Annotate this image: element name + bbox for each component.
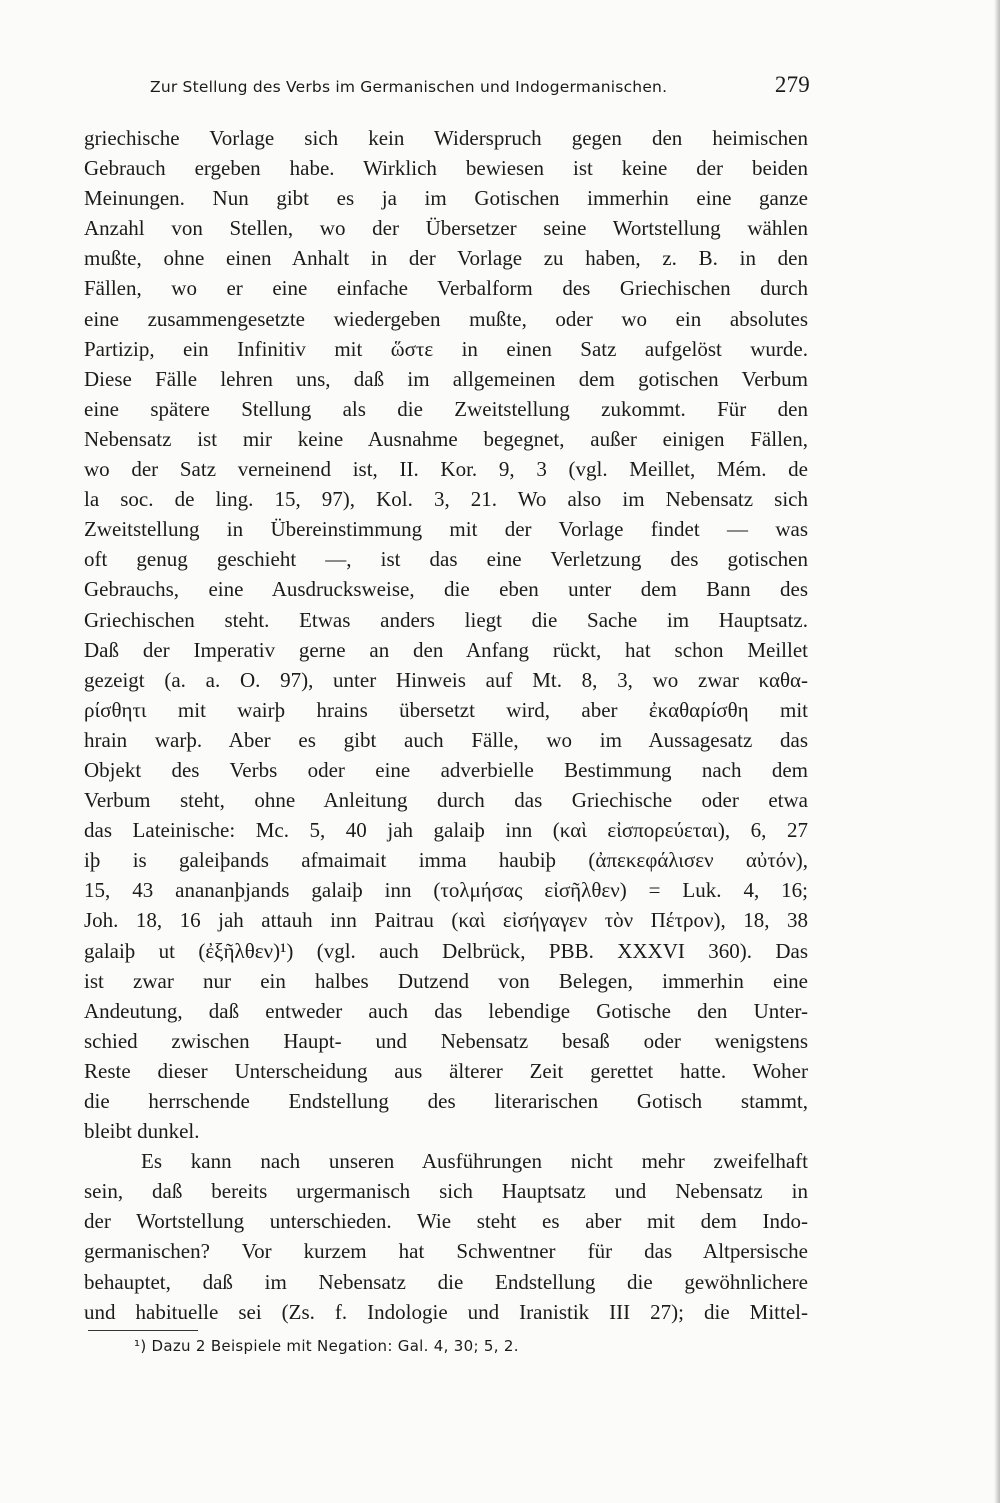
text-line: iþ is galeiþands afmaimait imma haubiþ (ἀπεκεφάλισεν αὐτόν),	[84, 848, 808, 873]
paragraph-start-line: Es kann nach unseren Ausführungen nicht mehr zweifelhaft	[141, 1149, 808, 1174]
text-line: Partizip, ein Infinitiv mit ὥστε in einen Satz aufgelöst wurde.	[84, 336, 808, 361]
text-line: griechische Vorlage sich kein Widerspruch gegen den heimischen	[84, 126, 808, 150]
text-line: hrain warþ. Aber es gibt auch Fälle, wo im Aussagesatz das	[84, 727, 808, 752]
text-line: Zweitstellung in Übereinstimmung mit der Vorlage findet — was	[84, 517, 808, 542]
text-line: Gebrauch ergeben habe. Wirklich bewiesen ist keine der beiden	[84, 156, 808, 181]
text-line: mußte, ohne einen Anhalt in der Vorlage zu haben, z. B. in den	[84, 246, 808, 271]
text-line: Diese Fälle lehren uns, daß im allgemeinen dem gotischen Verbum	[84, 366, 808, 391]
text-line: galaiþ ut (ἐξῆλθεν)¹) (vgl. auch Delbrück, PBB. XXXVI 360). Das	[84, 938, 808, 963]
text-line: Anzahl von Stellen, wo der Übersetzer seine Wortstellung wählen	[84, 216, 808, 241]
text-line: ρίσθητι mit wairþ hrains übersetzt wird, aber ἐκαθαρίσθη mit	[84, 697, 808, 722]
text-line: gezeigt (a. a. O. 97), unter Hinweis auf Mt. 8, 3, wo zwar καθα-	[84, 667, 808, 692]
text-line: das Lateinische: Mc. 5, 40 jah galaiþ inn (καὶ εἰσπορεύεται), 6, 27	[84, 818, 808, 843]
text-line: schied zwischen Haupt- und Nebensatz besaß oder wenigstens	[84, 1028, 808, 1053]
text-line: behauptet, daß im Nebensatz die Endstellung die gewöhnlichere	[84, 1269, 808, 1294]
text-line: Objekt des Verbs oder eine adverbielle Bestimmung nach dem	[84, 757, 808, 782]
page-edge-shadow	[994, 0, 1000, 1503]
text-line: Verbum steht, ohne Anleitung durch das Griechische oder etwa	[84, 788, 808, 813]
text-line: eine zusammengesetzte wiedergeben mußte, oder wo ein absolutes	[84, 306, 808, 331]
body-text	[84, 123, 808, 1327]
text-line: Daß der Imperativ gerne an den Anfang rückt, hat schon Meillet	[84, 637, 808, 662]
running-head	[150, 72, 810, 102]
text-line: Andeutung, daß entweder auch das lebendige Gotische den Unter-	[84, 998, 808, 1023]
text-line: Gebrauchs, eine Ausdrucksweise, die eben unter dem Bann des	[84, 577, 808, 602]
text-line: Meinungen. Nun gibt es ja im Gotischen immerhin eine ganze	[84, 186, 808, 211]
text-line: la soc. de ling. 15, 97), Kol. 3, 21. Wo also im Nebensatz sich	[84, 487, 808, 512]
text-line: germanischen? Vor kurzem hat Schwentner für das Altpersische	[84, 1239, 808, 1264]
text-line: oft genug geschieht —, ist das eine Verletzung des gotischen	[84, 547, 808, 572]
text-line: Nebensatz ist mir keine Ausnahme begegnet, außer einigen Fällen,	[84, 426, 808, 451]
text-line: Joh. 18, 16 jah attauh inn Paitrau (καὶ εἰσήγαγεν τὸν Πέτρον), 18, 38	[84, 908, 808, 933]
text-line: Fällen, wo er eine einfache Verbalform des Griechischen durch	[84, 276, 808, 301]
text-line: 15, 43 anananþjands galaiþ inn (τολμήσας εἰσῆλθεν) = Luk. 4, 16;	[84, 878, 808, 903]
text-line: der Wortstellung unterschieden. Wie steht es aber mit dem Indo-	[84, 1209, 808, 1234]
text-line: eine spätere Stellung als die Zweitstellung zukommt. Für den	[84, 396, 808, 421]
text-line: ist zwar nur ein halbes Dutzend von Belegen, immerhin eine	[84, 968, 808, 993]
text-line: sein, daß bereits urgermanisch sich Hauptsatz und Nebensatz in	[84, 1179, 808, 1204]
text-line: und habituelle sei (Zs. f. Indologie und Iranistik III 27); die Mittel-	[84, 1299, 808, 1324]
page-number: 279	[774, 72, 810, 97]
text-line: wo der Satz verneinend ist, II. Kor. 9, 3 (vgl. Meillet, Mém. de	[84, 457, 808, 482]
footnote: ¹) Dazu 2 Beispiele mit Negation: Gal. 4, 30; 5, 2.	[134, 1337, 519, 1355]
paragraph-end-line: bleibt dunkel.	[84, 1119, 200, 1144]
text-line: Reste dieser Unterscheidung aus älterer Zeit gerettet hatte. Woher	[84, 1058, 808, 1083]
text-line: Griechischen steht. Etwas anders liegt die Sache im Hauptsatz.	[84, 607, 808, 632]
text-line: die herrschende Endstellung des literarischen Gotisch stammt,	[84, 1089, 808, 1113]
running-title: Zur Stellung des Verbs im Germanischen und Indogermanischen.	[150, 78, 668, 96]
footnote-rule	[88, 1330, 198, 1331]
